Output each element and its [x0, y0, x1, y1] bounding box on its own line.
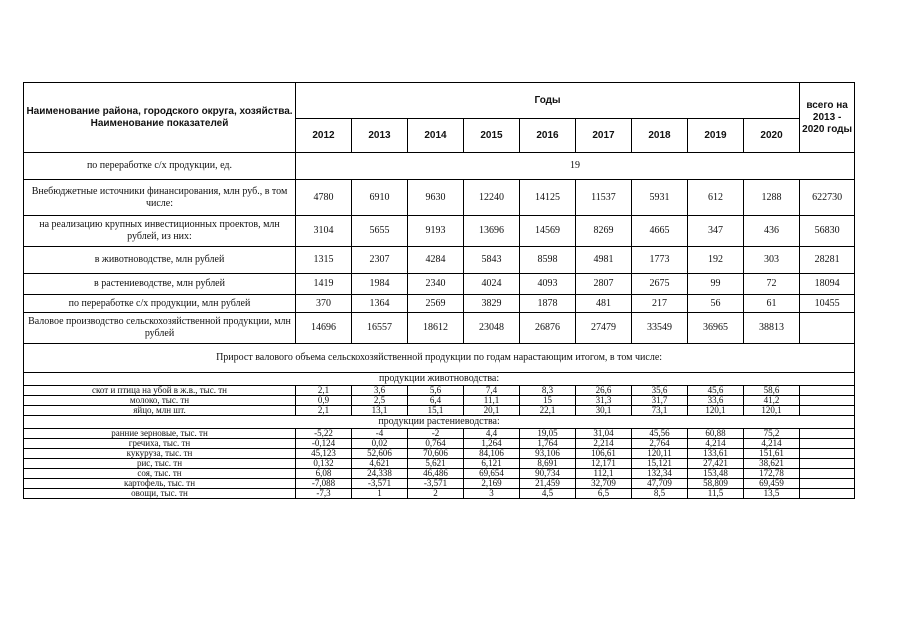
value-cell: 8,3 [520, 386, 576, 396]
value-cell: 19,05 [520, 429, 576, 439]
value-cell: 0,132 [296, 459, 352, 469]
value-cell: 12240 [464, 180, 520, 216]
value-cell: 38813 [744, 313, 800, 344]
value-cell: 0,02 [352, 439, 408, 449]
value-cell: 2,1 [296, 406, 352, 416]
value-cell: 120,1 [744, 406, 800, 416]
value-cell: 4780 [296, 180, 352, 216]
total-cell [800, 449, 855, 459]
value-cell: 13,5 [744, 489, 800, 499]
total-cell [800, 459, 855, 469]
value-cell: 14696 [296, 313, 352, 344]
header-total-column: всего на 2013 - 2020 годы [800, 83, 855, 153]
value-cell: 9193 [408, 216, 464, 247]
value-cell: 1773 [632, 247, 688, 274]
row-label: молоко, тыс. тн [24, 396, 296, 406]
value-cell: 13,1 [352, 406, 408, 416]
total-cell [800, 313, 855, 344]
value-cell: 33549 [632, 313, 688, 344]
value-cell: 27,421 [688, 459, 744, 469]
value-cell: 58,809 [688, 479, 744, 489]
value-cell: 5,6 [408, 386, 464, 396]
value-cell: 24,338 [352, 469, 408, 479]
value-cell: -3,571 [352, 479, 408, 489]
year-header: 2017 [576, 119, 632, 153]
row-label: в растениеводстве, млн рублей [24, 274, 296, 295]
investment-table [23, 82, 855, 499]
value-cell: 133,61 [688, 449, 744, 459]
value-cell: 70,606 [408, 449, 464, 459]
value-cell: 45,123 [296, 449, 352, 459]
value-cell: 32,709 [576, 479, 632, 489]
value-cell: 3829 [464, 295, 520, 313]
value-cell: 1419 [296, 274, 352, 295]
table-row [24, 439, 855, 449]
value-cell: 1,264 [464, 439, 520, 449]
value-cell: 93,106 [520, 449, 576, 459]
value-cell: 60,88 [688, 429, 744, 439]
value-cell: 2675 [632, 274, 688, 295]
value-cell: 370 [296, 295, 352, 313]
value-cell: 6910 [352, 180, 408, 216]
total-cell [800, 489, 855, 499]
value-cell: 2807 [576, 274, 632, 295]
total-cell [800, 479, 855, 489]
value-cell: 217 [632, 295, 688, 313]
total-cell [800, 429, 855, 439]
value-cell: 47,709 [632, 479, 688, 489]
value-cell: 8598 [520, 247, 576, 274]
row-label: в животноводстве, млн рублей [24, 247, 296, 274]
value-cell: 347 [688, 216, 744, 247]
value-cell: 1,764 [520, 439, 576, 449]
processing-count-row [24, 153, 855, 180]
value-cell: 5931 [632, 180, 688, 216]
table-row [24, 429, 855, 439]
value-cell: 75,2 [744, 429, 800, 439]
row-label: по переработке с/х продукции, ед. [24, 153, 296, 180]
header-years-group: Годы [296, 83, 800, 119]
value-cell: 120,1 [688, 406, 744, 416]
table-row [24, 489, 855, 499]
value-cell: 612 [688, 180, 744, 216]
value-cell: 41,2 [744, 396, 800, 406]
value-cell: 192 [688, 247, 744, 274]
table-row [24, 459, 855, 469]
value-cell: 5655 [352, 216, 408, 247]
value-cell: 4981 [576, 247, 632, 274]
value-cell: 36965 [688, 313, 744, 344]
value-cell: 4093 [520, 274, 576, 295]
value-cell: 22,1 [520, 406, 576, 416]
row-label: соя, тыс. тн [24, 469, 296, 479]
processing-count-value: 19 [296, 153, 855, 180]
row-label: ранние зерновые, тыс. тн [24, 429, 296, 439]
value-cell: 20,1 [464, 406, 520, 416]
total-cell [800, 406, 855, 416]
value-cell: 56 [688, 295, 744, 313]
total-cell [800, 439, 855, 449]
total-cell: 18094 [800, 274, 855, 295]
table-row [24, 180, 855, 216]
value-cell: 1364 [352, 295, 408, 313]
total-cell: 56830 [800, 216, 855, 247]
value-cell: 303 [744, 247, 800, 274]
value-cell: 4,214 [744, 439, 800, 449]
table-row [24, 313, 855, 344]
value-cell: 3 [464, 489, 520, 499]
year-header: 2012 [296, 119, 352, 153]
value-cell: 35,6 [632, 386, 688, 396]
value-cell: 0,9 [296, 396, 352, 406]
value-cell: -7,3 [296, 489, 352, 499]
value-cell: 45,56 [632, 429, 688, 439]
value-cell: 4,4 [464, 429, 520, 439]
row-label: гречиха, тыс. тн [24, 439, 296, 449]
value-cell: 4,214 [688, 439, 744, 449]
value-cell: 8,5 [632, 489, 688, 499]
value-cell: 3104 [296, 216, 352, 247]
total-cell [800, 469, 855, 479]
row-label: картофель, тыс. тн [24, 479, 296, 489]
value-cell: 4284 [408, 247, 464, 274]
row-label: яйцо, млн шт. [24, 406, 296, 416]
value-cell: 2,169 [464, 479, 520, 489]
value-cell: 1878 [520, 295, 576, 313]
value-cell: 6,5 [576, 489, 632, 499]
value-cell: 2340 [408, 274, 464, 295]
table-row [24, 274, 855, 295]
value-cell: -3,571 [408, 479, 464, 489]
value-cell: -0,124 [296, 439, 352, 449]
table-row [24, 386, 855, 396]
value-cell: 26,6 [576, 386, 632, 396]
value-cell: 106,61 [576, 449, 632, 459]
total-cell: 28281 [800, 247, 855, 274]
value-cell: 73,1 [632, 406, 688, 416]
table-row [24, 247, 855, 274]
value-cell: 11537 [576, 180, 632, 216]
value-cell: -5,22 [296, 429, 352, 439]
value-cell: 13696 [464, 216, 520, 247]
value-cell: 58,6 [744, 386, 800, 396]
value-cell: -4 [352, 429, 408, 439]
table-row [24, 396, 855, 406]
value-cell: 436 [744, 216, 800, 247]
value-cell: 6,08 [296, 469, 352, 479]
value-cell: 31,04 [576, 429, 632, 439]
total-cell [800, 396, 855, 406]
value-cell: 4665 [632, 216, 688, 247]
value-cell: 5843 [464, 247, 520, 274]
value-cell: 26876 [520, 313, 576, 344]
value-cell: 6,4 [408, 396, 464, 406]
value-cell: 90,734 [520, 469, 576, 479]
value-cell: 99 [688, 274, 744, 295]
value-cell: 38,621 [744, 459, 800, 469]
value-cell: 7,4 [464, 386, 520, 396]
value-cell: 153,48 [688, 469, 744, 479]
year-header: 2014 [408, 119, 464, 153]
value-cell: 9630 [408, 180, 464, 216]
row-label: скот и птица на убой в ж.в., тыс. тн [24, 386, 296, 396]
table-row [24, 479, 855, 489]
value-cell: 31,7 [632, 396, 688, 406]
value-cell: 0,764 [408, 439, 464, 449]
table-row [24, 449, 855, 459]
value-cell: 69,654 [464, 469, 520, 479]
value-cell: 2,764 [632, 439, 688, 449]
row-label: овощи, тыс. тн [24, 489, 296, 499]
value-cell: 21,459 [520, 479, 576, 489]
row-label: рис, тыс. тн [24, 459, 296, 469]
year-header: 2015 [464, 119, 520, 153]
value-cell: 120,11 [632, 449, 688, 459]
value-cell: 11,5 [688, 489, 744, 499]
value-cell: 132,34 [632, 469, 688, 479]
value-cell: 27479 [576, 313, 632, 344]
row-label: Валовое производство сельскохозяйственной продукции, млн рублей [24, 313, 296, 344]
value-cell: 1 [352, 489, 408, 499]
growth-section-title: Прирост валового объема сельскохозяйственной продукции по годам нарастающим итогом, в том числе: [24, 344, 855, 373]
value-cell: 112,1 [576, 469, 632, 479]
value-cell: 4,5 [520, 489, 576, 499]
header-name-column: Наименование района, городского округа, хозяйства. Наименование показателей [24, 83, 296, 153]
crops-section-title-row [24, 416, 855, 429]
table-row [24, 469, 855, 479]
total-cell: 10455 [800, 295, 855, 313]
value-cell: 30,1 [576, 406, 632, 416]
value-cell: 4024 [464, 274, 520, 295]
year-header: 2013 [352, 119, 408, 153]
total-cell: 622730 [800, 180, 855, 216]
row-label: Внебюджетные источники финансирования, млн руб., в том числе: [24, 180, 296, 216]
value-cell: 15,121 [632, 459, 688, 469]
value-cell: 151,61 [744, 449, 800, 459]
value-cell: 16557 [352, 313, 408, 344]
table-row [24, 406, 855, 416]
value-cell: 5,621 [408, 459, 464, 469]
row-label: на реализацию крупных инвестиционных проектов, млн рублей, из них: [24, 216, 296, 247]
value-cell: 8269 [576, 216, 632, 247]
table-row [24, 216, 855, 247]
value-cell: 15,1 [408, 406, 464, 416]
value-cell: 2,5 [352, 396, 408, 406]
value-cell: 14125 [520, 180, 576, 216]
value-cell: 72 [744, 274, 800, 295]
value-cell: 61 [744, 295, 800, 313]
value-cell: 69,459 [744, 479, 800, 489]
value-cell: 1288 [744, 180, 800, 216]
value-cell: 172,78 [744, 469, 800, 479]
row-label: кукуруза, тыс. тн [24, 449, 296, 459]
value-cell: 18612 [408, 313, 464, 344]
growth-section-title-row [24, 344, 855, 373]
value-cell: 45,6 [688, 386, 744, 396]
value-cell: 2,1 [296, 386, 352, 396]
value-cell: 2 [408, 489, 464, 499]
value-cell: 2569 [408, 295, 464, 313]
total-cell [800, 386, 855, 396]
value-cell: 31,3 [576, 396, 632, 406]
value-cell: 2,214 [576, 439, 632, 449]
value-cell: 84,106 [464, 449, 520, 459]
value-cell: 481 [576, 295, 632, 313]
value-cell: 8,691 [520, 459, 576, 469]
value-cell: 33,6 [688, 396, 744, 406]
value-cell: 14569 [520, 216, 576, 247]
value-cell: 4,621 [352, 459, 408, 469]
crops-section-title: продукции растениеводства: [24, 416, 855, 429]
row-label: по переработке с/х продукции, млн рублей [24, 295, 296, 313]
livestock-section-title: продукции животноводства: [24, 373, 855, 386]
value-cell: 6,121 [464, 459, 520, 469]
year-header: 2019 [688, 119, 744, 153]
year-header: 2018 [632, 119, 688, 153]
value-cell: 46,486 [408, 469, 464, 479]
table-row [24, 295, 855, 313]
value-cell: 15 [520, 396, 576, 406]
value-cell: 12,171 [576, 459, 632, 469]
year-header: 2020 [744, 119, 800, 153]
value-cell: 1984 [352, 274, 408, 295]
value-cell: 23048 [464, 313, 520, 344]
value-cell: 11,1 [464, 396, 520, 406]
value-cell: 3,6 [352, 386, 408, 396]
value-cell: 2307 [352, 247, 408, 274]
year-header: 2016 [520, 119, 576, 153]
value-cell: -7,088 [296, 479, 352, 489]
value-cell: 1315 [296, 247, 352, 274]
value-cell: -2 [408, 429, 464, 439]
livestock-section-title-row [24, 373, 855, 386]
value-cell: 52,606 [352, 449, 408, 459]
